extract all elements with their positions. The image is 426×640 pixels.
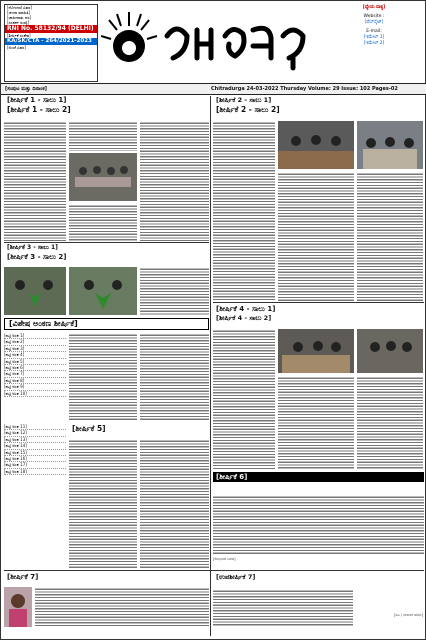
article-6-headline <box>213 472 424 492</box>
title-code: [ಶೀರ್ಷಿಕೆ ಸಂಕೇತ] <box>7 33 31 38</box>
rni-number: RNI No. 58132/94 (DELHI) <box>5 25 97 33</box>
reg-line: [ಸಂಪರ್ಕ ಸಂಖ್ಯೆ] <box>7 20 30 25</box>
list-item: [ಪಟ್ಟಿ ಅಂಶ 18] <box>4 469 66 475</box>
article-3-column <box>140 267 209 315</box>
signature: [ಸಹಿ / ಲೇಖಕರ ಹೆಸರು] <box>393 613 423 617</box>
section-divider <box>4 570 424 571</box>
headline-line: [ಶೀರ್ಷಿಕೆ 4 - ಸಾಲು 1] <box>213 304 424 314</box>
list-item: [ಪಟ್ಟಿ ಅಂಶ 13] <box>4 437 66 443</box>
tagline: [ಧ್ಯೇಯ ವಾಕ್ಯ] <box>362 5 386 10</box>
special-column <box>69 333 137 421</box>
article-1-column <box>140 121 209 241</box>
article-2-column <box>213 121 275 301</box>
list-item: [ಪಟ್ಟಿ ಅಂಶ 8] <box>4 378 66 384</box>
email-link[interactable]: [ಇಮೇಲ್ 2] <box>363 41 385 46</box>
meeting-photo <box>69 153 137 201</box>
reg-line: [ಚಂದಾ ಮಾಹಿತಿ] <box>7 10 30 15</box>
special-list-2 <box>4 424 66 534</box>
list-item: [ಪಟ್ಟಿ ಅಂಶ 10] <box>4 391 66 397</box>
email-link[interactable]: [ಇಮೇಲ್ 1] <box>363 35 385 40</box>
special-list <box>4 333 66 421</box>
headline-line: [ಶೀರ್ಷಿಕೆ 2 - ಸಾಲು 2] <box>213 105 424 115</box>
dateline-english: Chitradurga 24-03-2022 Thursday Volume: 29 Issue: 102 Pages-02 <box>211 86 398 92</box>
headline-line: [ಶೀರ್ಷಿಕೆ 3 - ಸಾಲು 2] <box>4 252 209 262</box>
list-item: [ಪಟ್ಟಿ ಅಂಶ 12] <box>4 430 66 436</box>
event-photo <box>278 329 354 373</box>
postal-reg-number: KA/SK/CTA - 264/2021-2023 <box>5 38 97 45</box>
paper-logo <box>101 6 321 76</box>
headline-line: [ಉಪಶೀರ್ಷಿಕೆ 7] <box>213 572 424 582</box>
registration-box <box>4 4 98 82</box>
list-item: [ಪಟ್ಟಿ ಅಂಶ 9] <box>4 384 66 390</box>
section-divider <box>4 242 209 243</box>
list-item: [ಪಟ್ಟಿ ಅಂಶ 17] <box>4 462 66 468</box>
posted-note: [ಅಂಚೆ ವಿವರ] <box>7 45 26 50</box>
headline-line: [ಶೀರ್ಷಿಕೆ 5] <box>69 424 209 434</box>
website-label: Website : <box>363 14 385 19</box>
website-link[interactable]: [ವೆಬ್‌ಸೈಟ್] <box>364 20 384 25</box>
list-item: [ಪಟ್ಟಿ ಅಂಶ 3] <box>4 346 66 352</box>
list-item: [ಪಟ್ಟಿ ಅಂಶ 6] <box>4 365 66 371</box>
article-5-column <box>69 439 137 569</box>
list-item: [ಪಟ್ಟಿ ಅಂಶ 5] <box>4 359 66 365</box>
article-1-column <box>69 204 137 241</box>
article-2-headline <box>213 96 424 118</box>
sun-emblem-icon <box>101 12 157 62</box>
list-item: [ಪಟ್ಟಿ ಅಂಶ 15] <box>4 450 66 456</box>
group-photo <box>357 121 423 169</box>
list-item: [ಪಟ್ಟಿ ಅಂಶ 2] <box>4 339 66 345</box>
article-4-column <box>357 376 423 469</box>
paper-name-logotype <box>167 28 303 68</box>
column-divider <box>210 96 211 636</box>
article-7-headline <box>4 572 209 584</box>
article-4-column <box>278 376 354 469</box>
article-1-headline <box>4 96 209 118</box>
headline-line: [ಶೀರ್ಷಿಕೆ 4 - ಸಾಲು 2] <box>213 314 424 323</box>
special-column <box>140 333 209 421</box>
plant-photo <box>69 267 137 315</box>
article-7-body <box>35 587 209 627</box>
list-item: [ಪಟ್ಟಿ ಅಂಶ 4] <box>4 352 66 358</box>
article-1-column <box>69 121 137 151</box>
article-3-headline <box>4 244 209 264</box>
stage-photo <box>278 121 354 169</box>
article-2-column <box>278 172 354 301</box>
headline-line: [ಶೀರ್ಷಿಕೆ 3 - ಸಾಲು 1] <box>4 244 209 252</box>
article-7b-headline <box>213 572 424 586</box>
article-5-headline <box>69 424 209 436</box>
reg-line: [ಜಾಹೀರಾತು ದರ] <box>7 15 32 20</box>
special-section-header <box>4 318 209 330</box>
dateline <box>1 84 426 95</box>
headline-band: [ಶೀರ್ಷಿಕೆ 6] <box>213 472 424 482</box>
list-item: [ಪಟ್ಟಿ ಅಂಶ 7] <box>4 371 66 377</box>
reg-line: [ನೋಂದಣಿ ವಿವರ] <box>7 5 32 10</box>
article-5-column <box>140 439 209 569</box>
portrait-photo <box>4 587 32 627</box>
article-4-headline <box>213 304 424 326</box>
article-2-column <box>357 172 423 301</box>
footer-note: [ಕೆಳಭಾಗದ ಬರಹ] <box>213 557 236 561</box>
event-photo <box>357 329 423 373</box>
list-item: [ಪಟ್ಟಿ ಅಂಶ 1] <box>4 333 66 339</box>
section-divider <box>213 302 424 303</box>
plant-photo <box>4 267 66 315</box>
email-label: E-mail: <box>366 29 382 34</box>
list-item: [ಪಟ್ಟಿ ಅಂಶ 11] <box>4 424 66 430</box>
headline-line: [ಶೀರ್ಷಿಕೆ 1 - ಸಾಲು 2] <box>4 105 209 115</box>
tagline-box <box>325 5 423 79</box>
article-4-column <box>213 329 275 469</box>
list-item: [ಪಟ್ಟಿ ಅಂಶ 14] <box>4 443 66 449</box>
masthead <box>1 1 426 84</box>
article-6-body <box>213 495 424 555</box>
headline-line: [ಶೀರ್ಷಿಕೆ 7] <box>4 572 209 582</box>
list-item: [ಪಟ್ಟಿ ಅಂಶ 16] <box>4 456 66 462</box>
section-title: [ವಿಶೇಷ ಅಂಕಣ ಶೀರ್ಷಿಕೆ] <box>9 319 78 328</box>
article-7b-body <box>213 589 353 627</box>
headline-line: [ಶೀರ್ಷಿಕೆ 2 - ಸಾಲು 1] <box>213 96 424 105</box>
headline-line: [ಶೀರ್ಷಿಕೆ 1 - ಸಾಲು 1] <box>4 96 209 105</box>
article-1-column <box>4 121 66 241</box>
dateline-kannada: [ಸಂಪುಟ ಮತ್ತು ದಿನಾಂಕ] <box>5 86 47 92</box>
